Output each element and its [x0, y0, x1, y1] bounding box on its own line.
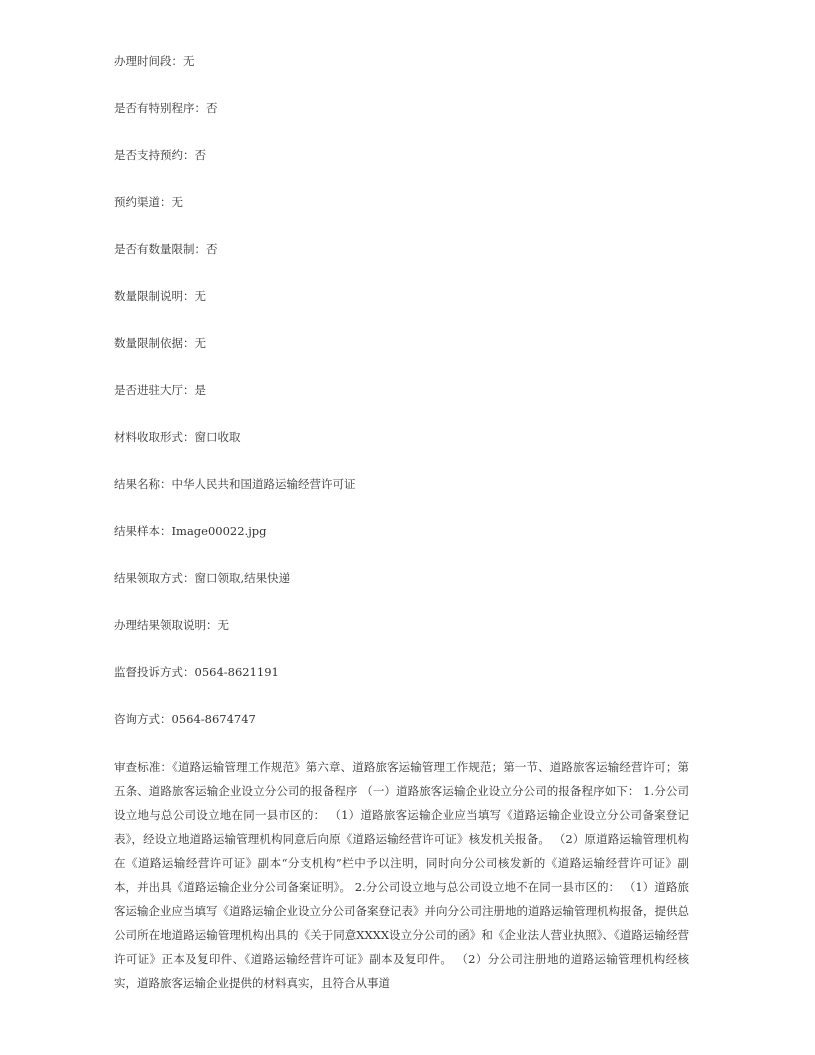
field-limit-description: 数量限制说明：无: [114, 289, 206, 303]
field-special-procedure: 是否有特别程序：否: [114, 101, 218, 115]
field-complaint-phone: 监督投诉方式：0564-8621191: [114, 665, 279, 679]
field-reservation-support: 是否支持预约：否: [114, 148, 206, 162]
field-quantity-limit: 是否有数量限制：否: [114, 242, 218, 256]
field-in-service-hall: 是否进驻大厅：是: [114, 383, 206, 397]
field-reservation-channel: 预约渠道：无: [114, 195, 183, 209]
field-result-name: 结果名称：中华人民共和国道路运输经营许可证: [114, 477, 356, 491]
field-result-sample: 结果样本：Image00022.jpg: [114, 524, 267, 538]
field-processing-time: 办理时间段：无: [114, 54, 195, 68]
field-limit-basis: 数量限制依据：无: [114, 336, 206, 350]
review-standard-paragraph: 审查标准：《道路运输管理工作规范》第六章、道路旅客运输管理工作规范；第一节、道路旅客运输经营许可；第五条、道路旅客运输企业设立分公司的报备程序 （一）道路旅客运输企业设立分公司的报备程序如下： 1.分公司设立地与总公司设立地在同一县市区的： （1）道路旅客运输企业应当填写《道路运输企业设立分公司备案登记表》，经设立地道路运输管理机构同意后向原《道路运输经营许可证》核发机关报备。 （2）原道路运输管理机构在《道路运输经营许可证》副本“分支机构”栏中予以注明，同时向分公司核发新的《道路运输经营许可证》副本，并出具《道路运输企业分公司备案证明》。 2.分公司设立地与总公司设立地不在同一县市区的： （1）道路旅客运输企业应当填写《道路运输企业设立分公司备案登记表》并向分公司注册地的道路运输管理机构报备，提供总公司所在地道路运输管理机构出具的《关于同意XXXX设立分公司的函》和《企业法人营业执照》、《道路运输经营许可证》正本及复印件、《道路运输经营许可证》副本及复印件。 （2）分公司注册地的道路运输管理机构经核实，道路旅客运输企业提供的材料真实，且符合从事道: [114, 760, 689, 990]
field-result-pickup: 结果领取方式：窗口领取,结果快递: [114, 571, 291, 585]
field-consult-phone: 咨询方式：0564-8674747: [114, 712, 256, 726]
field-pickup-notes: 办理结果领取说明：无: [114, 618, 229, 632]
field-material-collection: 材料收取形式：窗口收取: [114, 430, 241, 444]
